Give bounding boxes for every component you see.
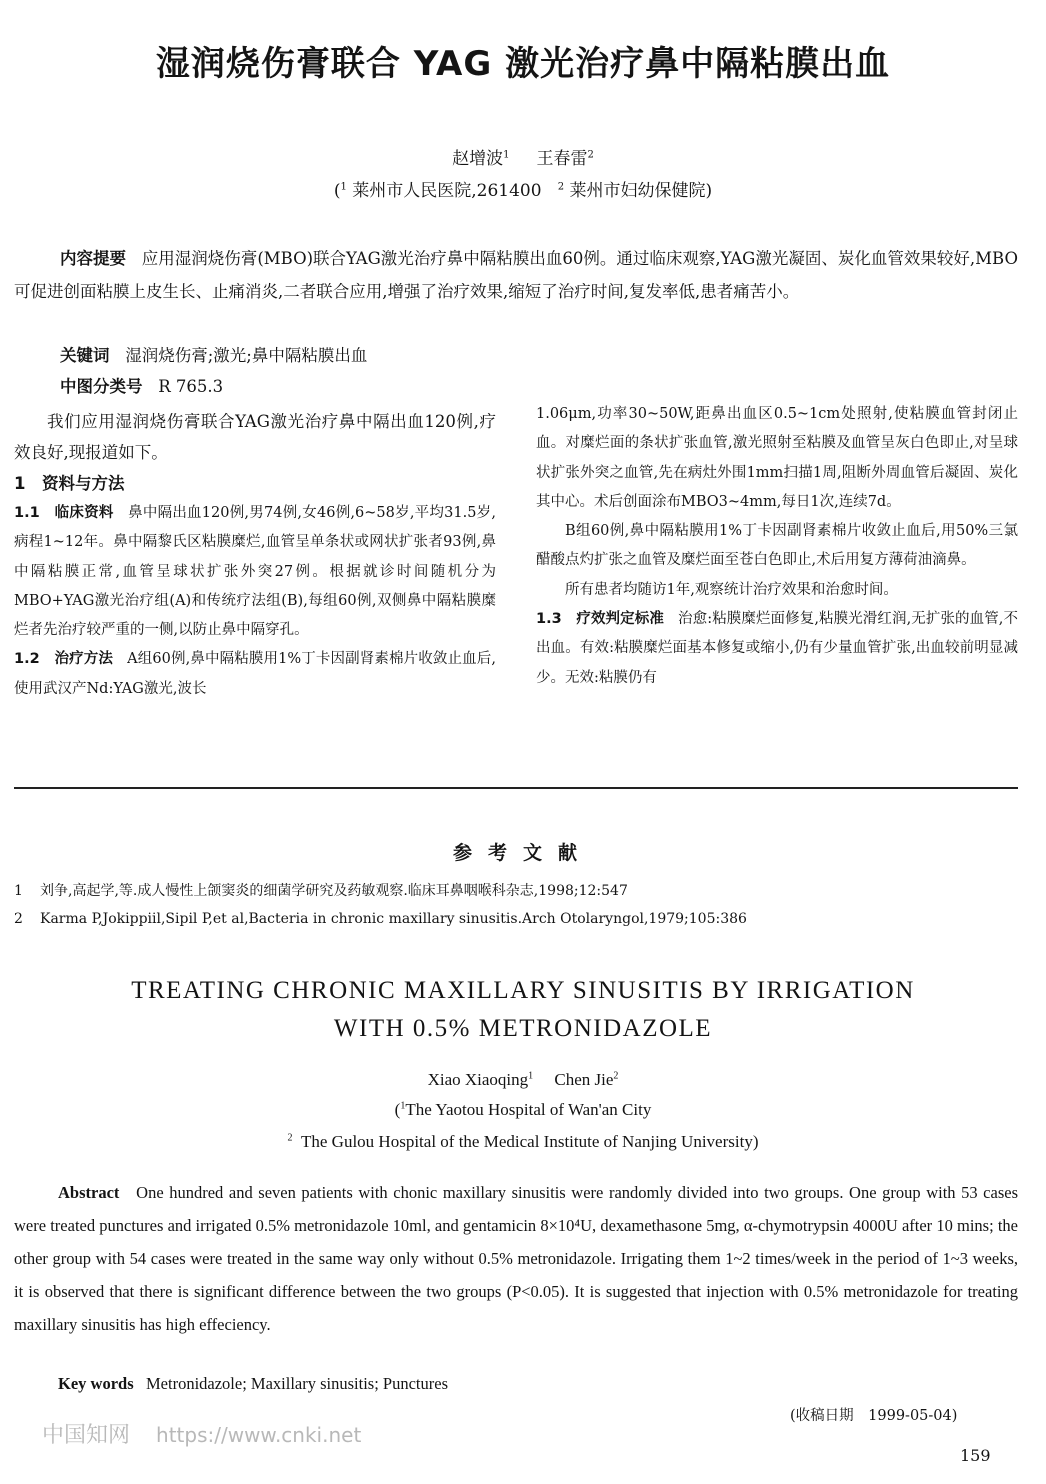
section-divider xyxy=(14,787,1018,789)
watermark xyxy=(42,1418,361,1449)
keywords-en xyxy=(58,1374,448,1394)
watermark-url: https://www.cnki.net xyxy=(156,1423,362,1447)
subsection-text: 鼻中隔出血120例,男74例,女46例,6~58岁,平均31.5岁,病程1~12年。鼻中隔黎氏区粘膜糜烂,血管呈单条状或网状扩张者93例,鼻中隔粘膜正常,血管呈球状扩张外突27例。根据就诊时间随机分为MBO+YAG激光治疗组(A)和传统疗法组(B),每组60例,双侧鼻中隔粘膜糜烂者先治疗较严重的一侧,以防止鼻中隔穿孔。 xyxy=(14,505,497,639)
section-heading: 1 资料与方法 xyxy=(14,474,125,493)
affil-en-text: The Gulou Hospital of the Medical Institute of Nanjing University xyxy=(301,1132,753,1151)
keywords-zh xyxy=(60,342,367,366)
affil-sup: 1 xyxy=(400,1100,406,1112)
author-sup: 2 xyxy=(587,149,594,161)
received-date: (收稿日期 1999-05-04) xyxy=(790,1408,958,1424)
classification xyxy=(60,373,223,397)
reference-item xyxy=(14,880,1018,900)
subsection-label: 1.3 疗效判定标准 xyxy=(536,611,664,628)
abstract-zh-text: 应用湿润烧伤膏(MBO)联合YAG激光治疗鼻中隔粘膜出血60例。通过临床观察,YAG激光凝固、炭化血管效果较好,MBO可促进创面粘膜上皮生长、止痛消炎,二者联合应用,增强了治疗效果,缩短了治疗时间,复发率低,患者痛苦小。 xyxy=(14,249,1018,301)
abstract-en xyxy=(14,1176,1018,1341)
reference-text: Karma P,Jokippiil,Sipil P,et al,Bacteria in chronic maxillary sinusitis.Arch Otolaryngol,1979;105:386 xyxy=(40,911,747,927)
body-left-column xyxy=(14,406,496,704)
title-en xyxy=(0,972,1046,1048)
author-zh: 王春雷 xyxy=(536,149,588,169)
subsection-text: A组60例,鼻中隔粘膜用1%丁卡因副肾素棉片收敛止血后,使用武汉产Nd:YAG激光,波长 xyxy=(14,651,496,697)
classification-code: R 765.3 xyxy=(158,377,224,396)
affil-sup: 2 xyxy=(557,181,565,193)
affil-zh-2: 莱州市妇幼保健院) xyxy=(569,181,713,201)
affil-zh-1: 莱州市人民医院,261400 xyxy=(352,181,542,201)
author-sup: 2 xyxy=(613,1070,619,1082)
subsection-label: 1.1 临床资料 xyxy=(14,505,114,521)
keywords-zh-label: 关键词 xyxy=(60,346,110,365)
reference-item xyxy=(14,911,1018,927)
abstract-zh xyxy=(14,242,1018,308)
affil-sup: 1 xyxy=(340,181,347,193)
body-right-column xyxy=(536,400,1018,693)
affil-sup: 2 xyxy=(287,1132,293,1144)
affiliation-en-2: $^2$ The Gulou Hospital of the Medical Institute of Nanjing University) xyxy=(287,1132,759,1151)
keywords-zh-text: 湿润烧伤膏;激光;鼻中隔粘膜出血 xyxy=(125,346,368,365)
author-en: Xiao Xiaoqing xyxy=(427,1070,529,1089)
author-sup: 1 xyxy=(503,149,510,161)
paragraph: 1.06μm,功率30~50W,距鼻出血区0.5~1cm处照射,使粘膜血管封闭止血。对糜烂面的条状扩张血管,激光照射至粘膜及血管呈灰白色即止,对呈球状扩张外突之血管,先在病灶外围1mm扫描1周,阻断外周血管后凝固、炭化其中心。术后创面涂布MBO3~4mm,每日1次,连续7d。 xyxy=(536,406,1018,510)
references-heading: 参考文献 xyxy=(452,842,593,864)
section-1-1 xyxy=(14,499,496,645)
keywords-en-text: Metronidazole; Maxillary sinusitis; Punctures xyxy=(146,1374,448,1393)
subsection-label: 1.2 治疗方法 xyxy=(14,651,113,668)
reference-number: 2 xyxy=(14,911,23,927)
section-1-3 xyxy=(536,605,1018,693)
affil-open-paren: ( xyxy=(333,181,341,201)
paragraph: 所有患者均随访1年,观察统计治疗效果和治愈时间。 xyxy=(565,581,898,598)
authors-zh xyxy=(0,144,1046,169)
authors-en xyxy=(0,1070,1046,1090)
classification-label: 中图分类号 xyxy=(60,377,143,396)
watermark-brand: 中国知网 xyxy=(42,1423,131,1448)
author-en: Chen Jie xyxy=(554,1070,614,1089)
author-zh: 赵增波 xyxy=(452,149,504,169)
author-sup: 1 xyxy=(528,1070,534,1082)
title-zh: 湿润烧伤膏联合 YAG 激光治疗鼻中隔粘膜出血 xyxy=(155,44,891,84)
section-1-2 xyxy=(14,645,496,704)
abstract-en-label: Abstract xyxy=(58,1183,120,1202)
intro-paragraph: 我们应用湿润烧伤膏联合YAG激光治疗鼻中隔出血120例,疗效良好,现报道如下。 xyxy=(14,412,496,462)
affil-en-text: The Yaotou Hospital of Wan'an City xyxy=(405,1100,652,1119)
paragraph: B组60例,鼻中隔粘膜用1%丁卡因副肾素棉片收敛止血后,用50%三氯醋酸点灼扩张之血管及糜烂面至苍白色即止,术后用复方薄荷油滴鼻。 xyxy=(536,523,1018,569)
title-en-line: TREATING CHRONIC MAXILLARY SINUSITIS BY IRRIGATION xyxy=(131,977,915,1004)
subsection-text: 治愈:粘膜糜烂面修复,粘膜光滑红润,无扩张的血管,不出血。有效:粘膜糜烂面基本修复或缩小,仍有少量血管扩张,出血较前明显减少。无效:粘膜仍有 xyxy=(536,611,1019,686)
keywords-en-label: Key words xyxy=(58,1374,134,1393)
reference-text: 刘争,高起学,等.成人慢性上颌窦炎的细菌学研究及药敏观察.临床耳鼻咽喉科杂志,1998;12:547 xyxy=(40,883,628,899)
page-number: 159 xyxy=(960,1446,991,1465)
abstract-zh-label: 内容提要 xyxy=(60,249,127,268)
abstract-en-text: One hundred and seven patients with chonic maxillary sinusitis were randomly divided into two groups. One group with 53 cases were treated punctures and irrigated 0.5% metronidazole 10ml, and gentamicin 8×10⁴U, dexamethasone 5mg, α-chymotrypsin 4000U after 10 mins; the other group with 54 cases were treated in the same way only without 0.5% metronidazole. Irrigating them 1~2 times/week in the period of 1~3 weeks, it is observed that there is significant difference between the two groups (P<0.05). It is suggested that injection with 0.5% metronidazole for treating maxillary sinusitis has high effeciency. xyxy=(14,1183,1018,1334)
affiliation-zh xyxy=(0,176,1046,201)
reference-number: 1 xyxy=(14,883,23,899)
title-en-line: WITH 0.5% METRONIDAZOLE xyxy=(333,1015,713,1042)
affiliation-en-1: ($^1$The Yaotou Hospital of Wan'an City xyxy=(394,1100,652,1119)
